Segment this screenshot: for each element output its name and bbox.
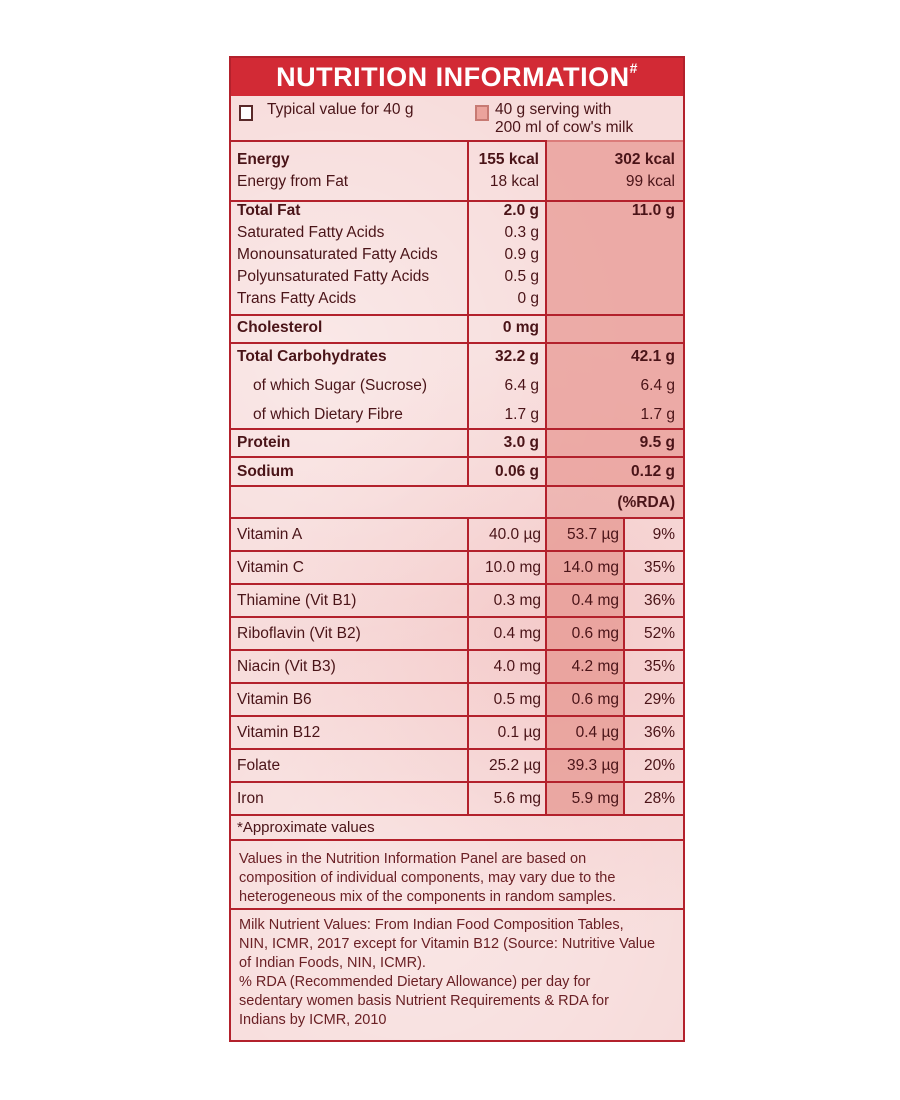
cholesterol-label: Cholesterol (237, 319, 323, 336)
vitamin-typical: 0.1 µg (497, 724, 541, 741)
row-divider (231, 908, 683, 910)
vitamin-typical: 4.0 mg (493, 658, 541, 675)
sodium-serving: 0.12 g (631, 463, 675, 480)
vitamin-rda: 28% (643, 790, 675, 807)
row-divider (231, 456, 683, 458)
column-divider (467, 140, 469, 485)
row-divider (231, 517, 683, 519)
vitamin-typical: 0.5 mg (493, 691, 541, 708)
total-fat-serving: 11.0 g (631, 202, 675, 219)
fat-row-value: 0.5 g (504, 268, 539, 285)
vitamin-serving: 0.6 mg (571, 691, 619, 708)
fat-row-label: Monounsaturated Fatty Acids (237, 246, 438, 263)
vitamin-label: Niacin (Vit B3) (237, 658, 336, 675)
cholesterol-typical: 0 mg (502, 319, 539, 336)
energy-fat-serving: 99 kcal (625, 173, 675, 190)
vitamin-serving: 4.2 mg (571, 658, 619, 675)
row-divider (231, 839, 683, 841)
vitamin-rda: 20% (643, 757, 675, 774)
vitamin-serving: 5.9 mg (571, 790, 619, 807)
fibre-serving: 1.7 g (640, 406, 675, 423)
vitamin-typical: 25.2 µg (488, 757, 541, 774)
fat-row-label: Saturated Fatty Acids (237, 224, 385, 241)
fat-row-value: 0.3 g (504, 224, 539, 241)
column-divider (545, 140, 547, 485)
vitamin-serving: 0.6 mg (571, 625, 619, 642)
note-line: Milk Nutrient Values: From Indian Food Composition Tables, (239, 917, 624, 933)
total-fat-label: Total Fat (237, 202, 301, 219)
row-divider (231, 715, 683, 717)
row-divider (231, 314, 683, 316)
fat-row-value: 0 g (517, 290, 539, 307)
vitamin-rda: 29% (643, 691, 675, 708)
fat-row-label: Polyunsaturated Fatty Acids (237, 268, 430, 285)
row-divider (231, 814, 683, 816)
vitamin-label: Iron (237, 790, 264, 807)
legend (231, 96, 683, 142)
sugar-typical: 6.4 g (504, 377, 539, 394)
energy-label: Energy (237, 151, 290, 168)
legend-typical: Typical value for 40 g (267, 101, 414, 118)
carbs-serving: 42.1 g (631, 348, 675, 365)
fat-row-value: 0.9 g (504, 246, 539, 263)
vitamin-typical: 40.0 µg (488, 526, 541, 543)
vitamin-label: Vitamin C (237, 559, 304, 576)
vitamin-serving: 0.4 µg (575, 724, 619, 741)
panel-title: NUTRITION INFORMATION# (231, 58, 683, 96)
energy-serving: 302 kcal (614, 151, 675, 168)
nutrition-panel (229, 56, 685, 1042)
row-divider (231, 550, 683, 552)
rda-header: (%RDA) (617, 494, 675, 511)
sodium-typical: 0.06 g (495, 463, 539, 480)
energy-typical: 155 kcal (478, 151, 539, 168)
vitamin-label: Thiamine (Vit B1) (237, 592, 357, 609)
carbs-typical: 32.2 g (495, 348, 539, 365)
legend-serving-line1: 40 g serving with (495, 101, 612, 118)
note-line: % RDA (Recommended Dietary Allowance) per day for (239, 974, 591, 990)
row-divider (231, 781, 683, 783)
note-line: of Indian Foods, NIN, ICMR). (239, 955, 426, 971)
row-divider (231, 583, 683, 585)
pink-swatch-icon (475, 105, 489, 121)
fibre-label: of which Dietary Fibre (253, 406, 403, 423)
vitamin-serving: 53.7 µg (566, 526, 619, 543)
sugar-label: of which Sugar (Sucrose) (253, 377, 428, 394)
note-line: Values in the Nutrition Information Panel are based on (239, 851, 587, 867)
vitamin-serving: 0.4 mg (571, 592, 619, 609)
total-fat-typical: 2.0 g (503, 202, 539, 219)
note-line: Indians by ICMR, 2010 (239, 1012, 387, 1028)
white-swatch-icon (239, 105, 253, 121)
vitamin-typical: 5.6 mg (493, 790, 541, 807)
fibre-typical: 1.7 g (504, 406, 539, 423)
row-divider (231, 616, 683, 618)
sodium-label: Sodium (237, 463, 294, 480)
vitamin-typical: 0.4 mg (493, 625, 541, 642)
vitamin-label: Vitamin B12 (237, 724, 321, 741)
protein-label: Protein (237, 434, 291, 451)
vitamin-serving: 39.3 µg (566, 757, 619, 774)
energy-fat-label: Energy from Fat (237, 173, 349, 190)
note-line: heterogeneous mix of the components in random samples. (239, 889, 617, 905)
vitamin-label: Vitamin B6 (237, 691, 312, 708)
vitamin-rda: 52% (643, 625, 675, 642)
carbs-label: Total Carbohydrates (237, 348, 387, 365)
vitamin-rda: 36% (643, 724, 675, 741)
vitamin-label: Folate (237, 757, 281, 774)
note-line: NIN, ICMR, 2017 except for Vitamin B12 (Source: Nutritive Value (239, 936, 656, 952)
row-divider (231, 748, 683, 750)
row-divider (231, 682, 683, 684)
vitamin-rda: 35% (643, 658, 675, 675)
row-divider (231, 485, 683, 487)
vitamin-typical: 10.0 mg (484, 559, 541, 576)
vitamin-rda: 36% (643, 592, 675, 609)
protein-serving: 9.5 g (639, 434, 675, 451)
column-divider (467, 519, 469, 816)
vitamin-rda: 35% (643, 559, 675, 576)
row-divider (231, 428, 683, 430)
fat-row-label: Trans Fatty Acids (237, 290, 357, 307)
vitamin-label: Riboflavin (Vit B2) (237, 625, 361, 642)
protein-typical: 3.0 g (503, 434, 539, 451)
vitamin-label: Vitamin A (237, 526, 303, 543)
legend-serving-line2: 200 ml of cow's milk (495, 119, 634, 136)
approx-note: *Approximate values (237, 819, 375, 836)
energy-fat-typical: 18 kcal (489, 173, 539, 190)
row-divider (231, 342, 683, 344)
note-line: composition of individual components, may vary due to the (239, 870, 616, 886)
vitamin-typical: 0.3 mg (493, 592, 541, 609)
vitamin-rda: 9% (652, 526, 675, 543)
note-line: sedentary women basis Nutrient Requirements & RDA for (239, 993, 609, 1009)
row-divider (231, 649, 683, 651)
sugar-serving: 6.4 g (640, 377, 675, 394)
vitamin-serving: 14.0 mg (562, 559, 619, 576)
